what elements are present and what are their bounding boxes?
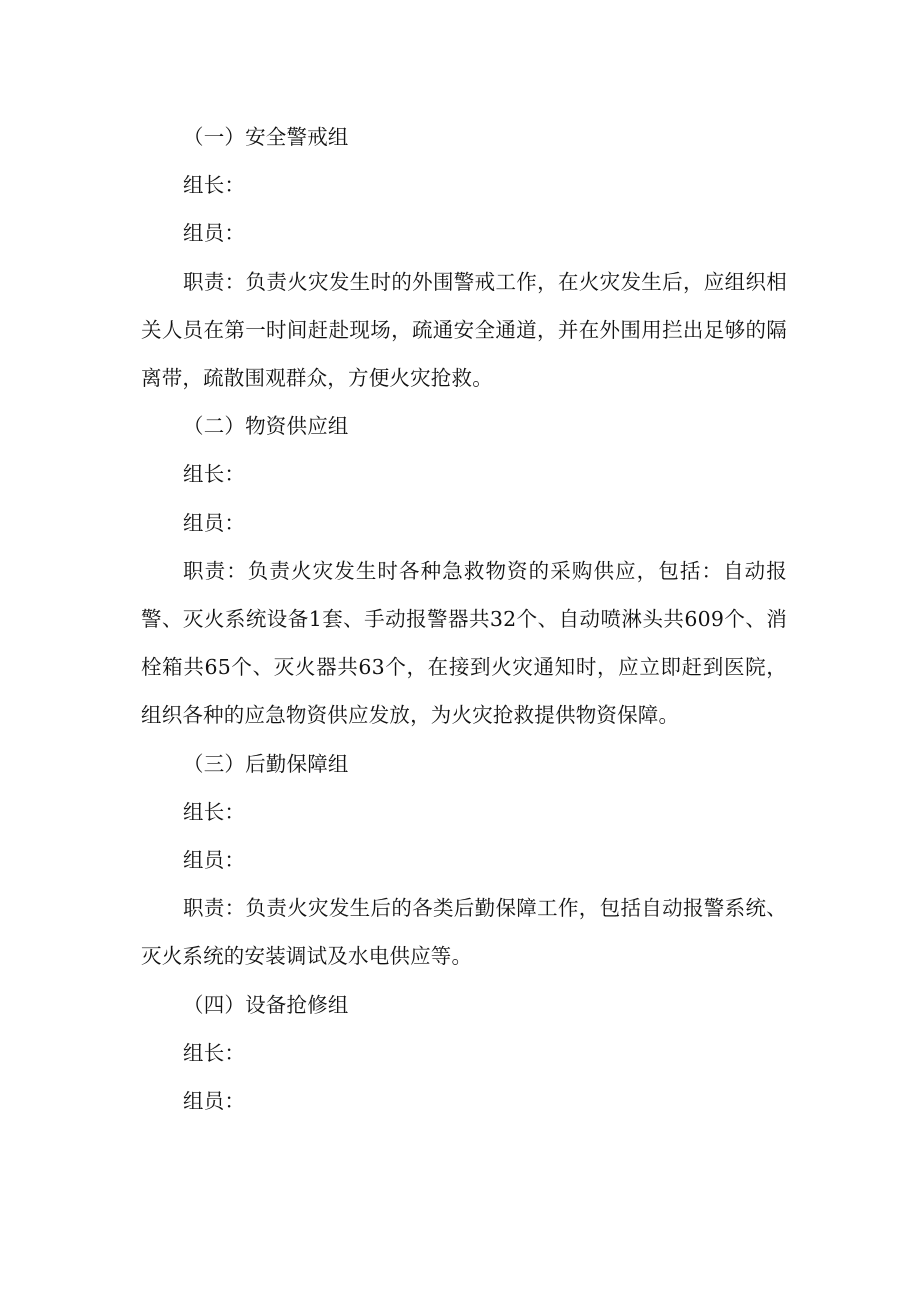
section-heading: （三）后勤保障组 xyxy=(183,751,349,776)
member-label: 组员： xyxy=(183,221,246,246)
duty-paragraph: 职责：负责火灾发生后的各类后勤保障工作，包括自动报警系统、灭火系统的安装调试及水电供应等。 xyxy=(141,896,787,969)
section-security-guard xyxy=(141,113,787,402)
leader-label: 组长： xyxy=(183,173,246,198)
section-heading: （四）设备抢修组 xyxy=(183,992,349,1017)
duty-paragraph: 职责：负责火灾发生时的外围警戒工作，在火灾发生后，应组织相关人员在第一时间赶赴现场，疏通安全通道，并在外围用拦出足够的隔离带，疏散围观群众，方便火灾抢救。 xyxy=(141,269,787,391)
section-material-supply xyxy=(141,402,787,739)
duty-paragraph: 职责：负责火灾发生时各种急救物资的采购供应，包括：自动报警、灭火系统设备1套、手动报警器共32个、自动喷淋头共609个、消栓箱共65个、灭火器共63个，在接到火灾通知时，应立即赶到医院，组织各种的应急物资供应发放，为火灾抢救提供物资保障。 xyxy=(141,558,787,728)
section-heading: （二）物资供应组 xyxy=(183,414,349,439)
member-label: 组员： xyxy=(183,510,246,535)
section-heading: （一）安全警戒组 xyxy=(183,125,349,149)
leader-label: 组长： xyxy=(183,462,246,487)
leader-label: 组长： xyxy=(183,799,246,824)
section-equipment-repair xyxy=(141,981,787,1126)
leader-label: 组长： xyxy=(183,1040,246,1065)
section-logistics-support xyxy=(141,740,787,981)
document-body xyxy=(141,113,787,1125)
member-label: 组员： xyxy=(183,848,246,873)
member-label: 组员： xyxy=(183,1089,246,1114)
